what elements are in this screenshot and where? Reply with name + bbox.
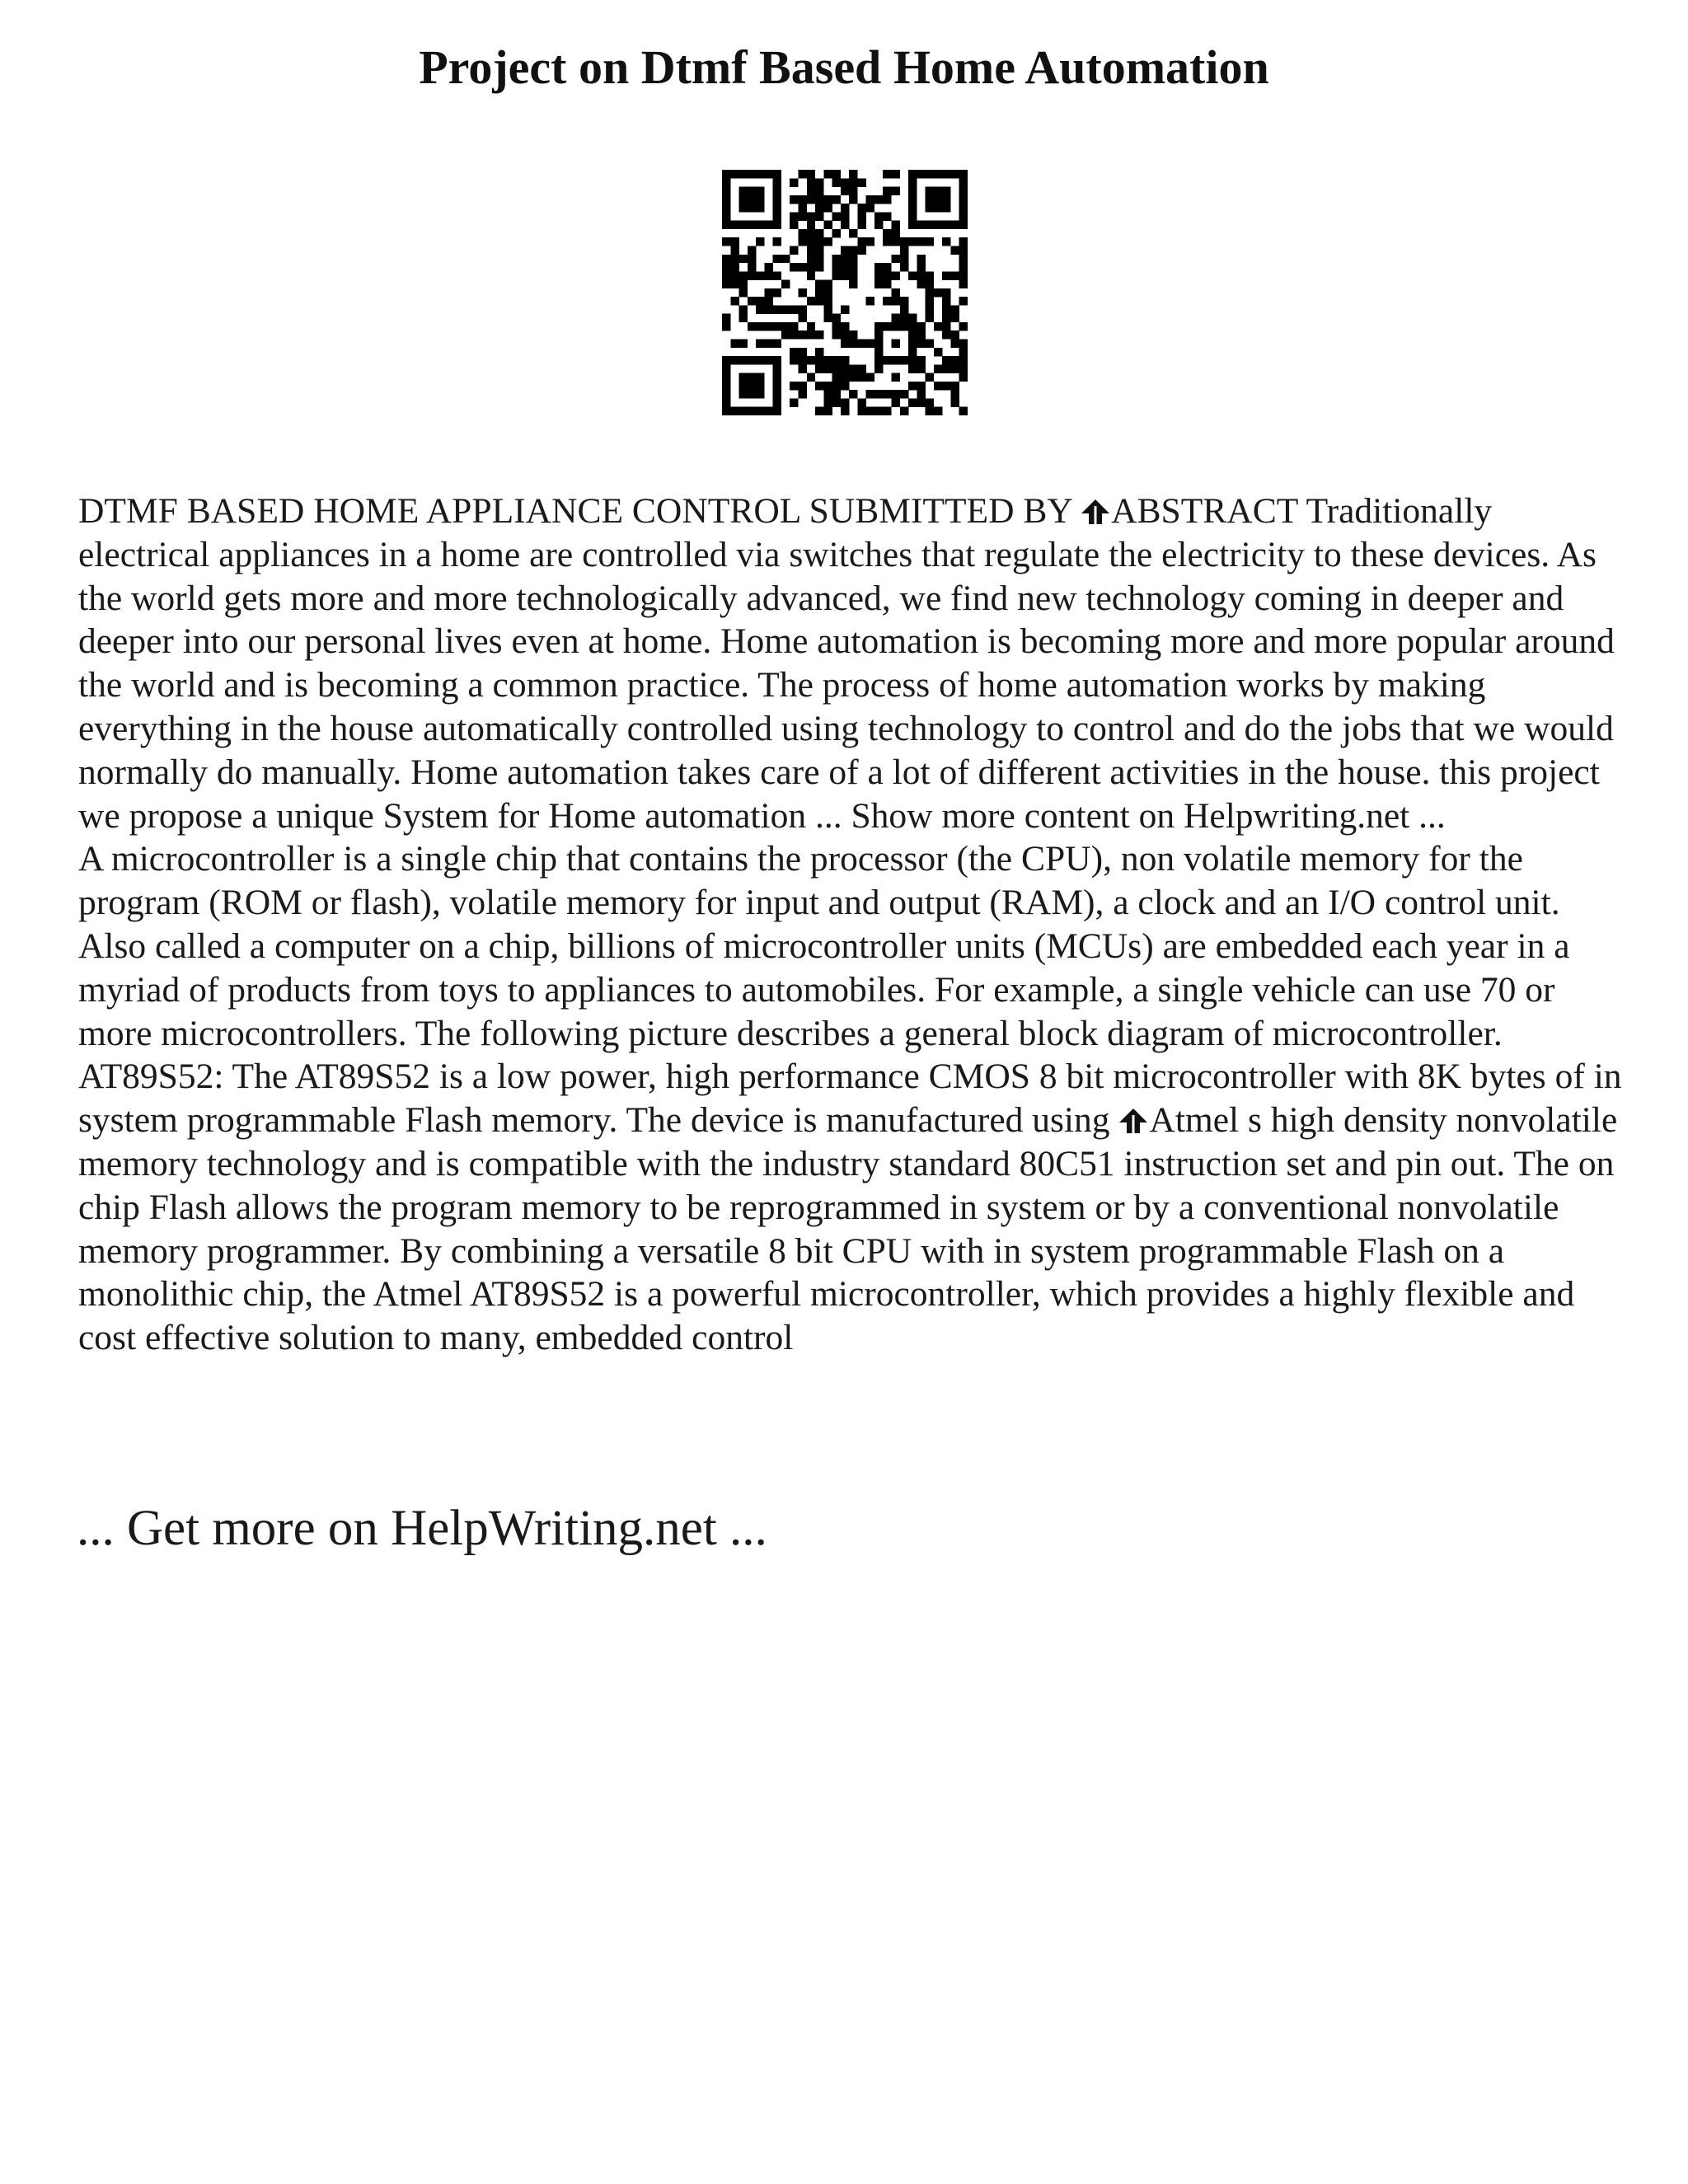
page-title: Project on Dtmf Based Home Automation (419, 40, 1269, 94)
up-arrow-icon (1081, 499, 1110, 525)
paragraph-abstract (78, 490, 1628, 837)
paragraph-microcontroller-text: A microcontroller is a single chip that contains the processor (the CPU), non volatile memory for the program (ROM or flash), volatile memory for input and output (RAM), a clock and an I/O control unit. Also called a computer on a chip, billions of microcontroller units (MCUs) are embedded each year in a myriad of products from toys to appliances to automobiles. For example, a single vehicle can use 70 or more microcontrollers. The following picture describes a general block diagram of microcontroller. AT89S52: The AT89S52 is a low power, high performance CMOS 8 bit microcontroller with 8K bytes of in system programmable Flash memory. The device is manufactured using (78, 839, 1622, 1141)
document-body (78, 490, 1628, 1360)
paragraph-abstract-lead: DTMF BASED HOME APPLIANCE CONTROL SUBMITTED BY (78, 491, 1081, 531)
paragraph-microcontroller-rest: Atmel s high density nonvolatile memory technology and is compatible with the industry standard 80C51 instruction set and pin out. The on chip Flash allows the program memory to be reprogrammed in system or by a conventional nonvolatile memory programmer. By combining a versatile 8 bit CPU with in system programmable Flash on a monolithic chip, the Atmel AT89S52 is a powerful microcontroller, which provides a highly flexible and cost effective solution to many, embedded control (78, 1100, 1618, 1358)
up-arrow-icon (1118, 1108, 1148, 1134)
paragraph-microcontroller (78, 837, 1628, 1360)
paragraph-abstract-text: ABSTRACT Traditionally electrical appliances in a home are controlled via switches that regulate the electricity to these devices. As the world gets more and more technologically advanced, we find new technology coming in deeper and deeper into our personal lives even at home. Home automation is becoming more and more popular around the world and is becoming a common practice. The process of home automation works by making everything in the house automatically controlled using technology to control and do the jobs that we would normally do manually. Home automation takes care of a lot of different activities in the house. this project we propose a unique System for Home automation ... Show more content on Helpwriting.net ... (78, 491, 1615, 836)
qr-code-icon (722, 170, 968, 415)
get-more-link[interactable]: ... Get more on HelpWriting.net ... (77, 1501, 767, 1556)
